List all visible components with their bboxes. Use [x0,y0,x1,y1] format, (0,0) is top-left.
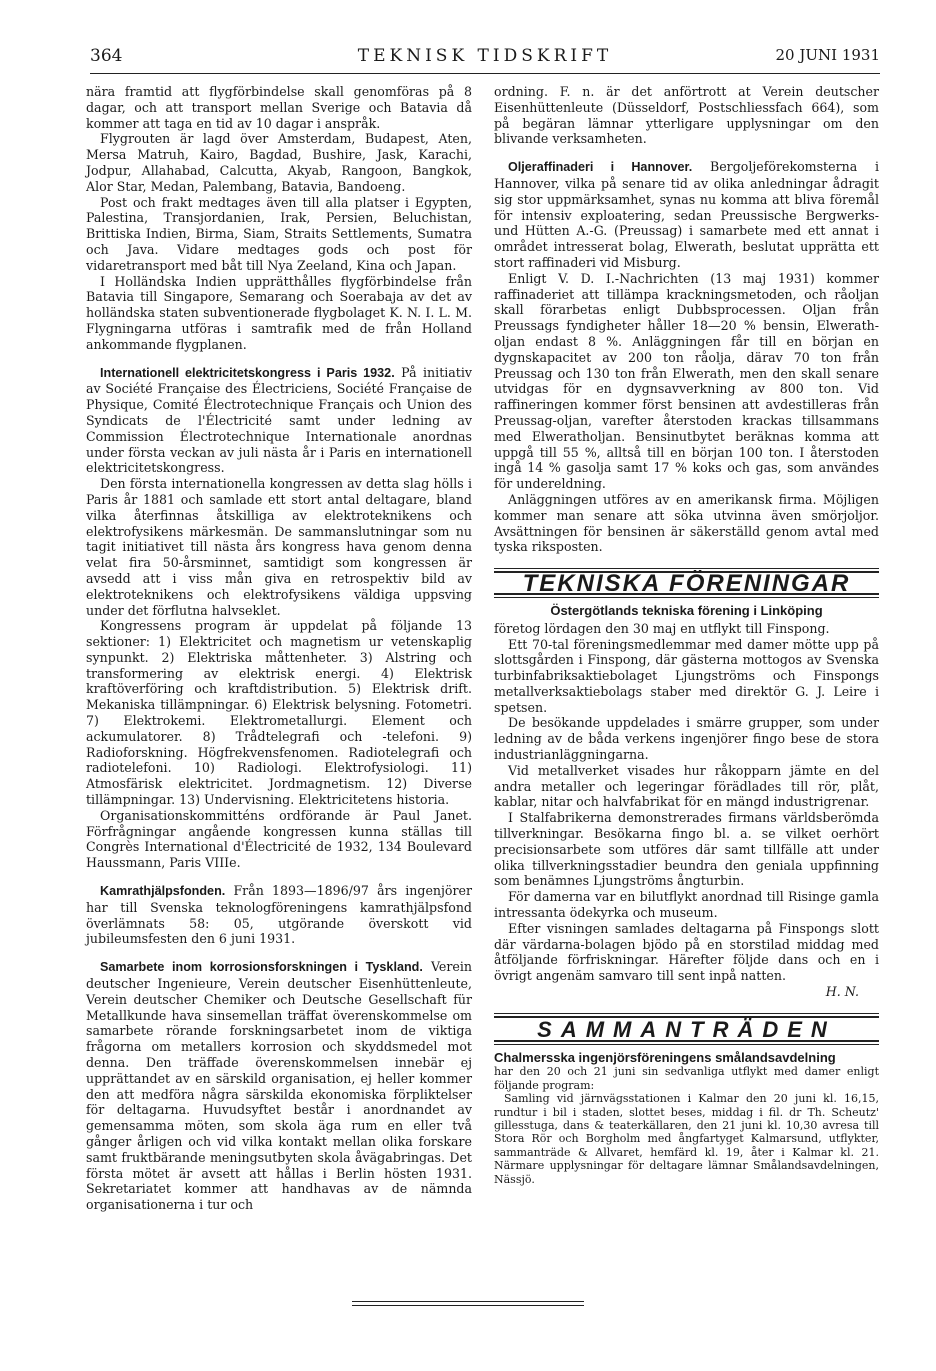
paragraph: Vid metallverket visades hur råkopparn jämte en del andra metaller och legeringar förädlades till rör, plåt, kablar, nitar och halvfabrikat för en mängd industrigrenar. [494,762,879,810]
article-kamrat [86,883,472,947]
notice-body [494,1065,879,1186]
issue-date: 20 JUNI 1931 [775,46,880,64]
footer-rule [352,1305,584,1306]
article-title: Internationell elektricitetskongress i Paris 1932. [100,365,395,380]
paragraph: Enligt V. D. I.-Nachrichten (13 maj 1931) kommer raffinaderiet att tillämpa krackningsmetoden, och råoljan skall förarbetas enligt Dubbsprocessen. Oljan från Preussags fyndigheter håller 18—20 % bensin, Elwerath-oljan endast 8 %. Anläggningen får till en början en dygnskapacitet av 200 ton råolja, därav 70 ton från Preussag och 130 ton från Elwerath, men den skall senare utvidgas för en dygnsavverkning av 800 ton. Vid raffineringen kommer först bensinen att avdestilleras från Preussag-oljan, varefter återstoden krackas tillsammans med Elweratholjan. Bensinutbytet beräknas komma att uppgå till 55 %, alltså till en början 100 ton. I återstoden ingå 14 % gasolja samt 17 % koks och gas, som användes för undereldning. [494,270,879,492]
paragraph: Bergoljeförekomsterna i Hannover, vilka på senare tid av olika anledningar ådragit sig stor uppmärksamhet, synas nu komma att bliva föremål för intensiv exploatering, sedan Preussische Bergwerks- und Hütten A.-G. (Preussag) i samarbete med ett annat i området intresserat bolag, Elwerath, beslutat upprätta ett stort raffinaderi vid Misburg. [494,159,879,270]
footer-rule [352,1301,584,1302]
paragraph: Från 1893—1896/97 års ingenjörer har till Svenska teknologföreningens kamrathjälpsfond överlämnats 58: 05, utgörande överskott vid jubileumsfesten den 6 juni 1931. [86,883,472,947]
paragraph: Den första internationella kongressen av detta slag hölls i Paris år 1881 och samlade ett stort antal deltagare, bland vilka återfinnas åtskilliga av elektroteknikens och elektrofysikens märkesmän. De sammanslutningar som nu tagit initiativet till nästa års kongress hava genom denna velat fira 50-årsminnet, samtidigt som kongressen är avsedd att i viss mån giva en retrospektiv bild av elektroteknikens och elektrofysikens väldiga uppsving under det förflutna halvseklet. [86,476,472,618]
paragraph: Verein deutscher Ingenieure, Verein deutscher Eisenhüttenleute, Verein deutscher Chemiker och Deutsche Gesellschaft für Metallkunde hava sinsemellan träffat överenskommelse om samarbete rörande forskningsarbetet inom de viktiga frågorna om metallers korrosion och skyddsmedel mot denna. Den träffade överenskommelsen innebär ej upprättandet av en särskild organisation, ej heller kommer den att medföra några särskilda ekonomiska förpliktelser för deltagarna. Huvudsyftet består i anordnandet av gemensamma möten, som skola äga rum en eller två gånger årligen och vid vilka kontakt mellan olika forskare samt fruktbärande meningsutbyten skola åvägabringas. Det första mötet är avsett att hållas i Berlin hösten 1931. Sekretariatet kommer att handhavas av de nämnda organisationerna i tur och [86,959,472,1213]
paragraph: Post och frakt medtages även till alla platser i Egypten, Palestina, Transjordanien, Irak, Persien, Beluchistan, Brittiska Indien, Birma, Siam, Straits Settlements, Sumatra och Java. Vidare medtages gods och post för vidaretransport med båt till Nya Zeeland, Kina och Japan. [86,194,472,273]
right-column [494,84,879,1186]
paragraph: På initiativ av Société Française des Électriciens, Société Française de Physique, Comité Électrotechnique Français och Union des Syndicats de l'Électricité samt under ledning av Commission Électrotechnique Internationale anordnas under första veckan av juli nästa år i Paris en internationell elektricitetskongress. [86,364,472,476]
left-column [86,84,472,1213]
paragraph: För damerna var en bilutflykt anordnad till Risinge gamla intressanta ödekyrka och museum. [494,889,879,921]
paragraph: Organisationskommitténs ordförande är Paul Janet. Förfrågningar angående kongressen kunna ställas till Congrès International d'Électricité de 1932, 134 Boulevard Haussmann, Paris VIIIe. [86,807,472,871]
paragraph: Ett 70-tal föreningsmedlemmar med damer mötte upp på slottsgården i Finspong, där gästerna mottogos av Svenska turbinfabriksaktiebolaget Ljungströms och Finspongs metallverksaktiebolags staber med direktör G. J. Leire i spetsen. [494,636,879,715]
paragraph: har den 20 och 21 juni sin sedvanliga utflykt med damer enligt följande program: [494,1065,879,1092]
paragraph: De besökande uppdelades i smärre grupper, som under ledning av de båda verkens ingenjörer fingo bese de stora industrianläggningarna. [494,715,879,763]
paragraph: Kongressens program är uppdelat på följande 13 sektioner: 1) Elektricitet och magnetism ur vetenskaplig synpunkt. 2) Elektriska måttenheter. 3) Alstring och transformering av elektrisk energi. 4) Elektrisk kraftöverföring och kraftdistribution. 5) Elektrisk drift. Mekaniska tillämpningar. 6) Elektrisk belysning. Fotometri. 7) Elektrokemi. Elektrometallurgi. Element och ackumulatorer. 8) Trådtelegrafi och -telefoni. 9) Radioforskning. Högfrekvensfenomen. Radiotelegrafi och radiotelefoni. 10) Radiologi. Elektrofysiologi. 11) Atmosfärisk elektricitet. Jordmagnetism. 12) Diverse tillämpningar. 13) Undervisning. Elektricitetens historia. [86,618,472,808]
section-banner-sammantraden: SAMMANTRÄDEN [494,1016,879,1042]
section-banner-foreningar: TEKNISKA FÖRENINGAR [494,571,879,595]
paragraph: I Stalfabrikerna demonstrerades firmans världsberömda tillverkningar. Besökarna fingo bl. a. se vilket oerhört precisionsarbete som utföres där samt tillfälle att under olika tillverkningsstadier beundra den geniala uppfinning som benämnes Ljungströms ångturbin. [494,810,879,889]
page-number: 364 [90,46,123,66]
header-rule [90,73,880,74]
page-header [90,44,880,74]
paragraph: företog lördagen den 30 maj en utflykt till Finspong. [494,620,830,636]
article-kongress [86,365,472,477]
journal-title: TEKNISK TIDSKRIFT [357,46,613,66]
article-samarbete [86,959,472,1213]
paragraph: Samling vid järnvägsstationen i Kalmar den 20 juni kl. 16,15, rundtur i bil i staden, slottet beses, middag i fil. dr Th. Scheutz' gillesstuga, dans & teaterkällaren, den 21 juni kl. 10,30 avresa till Stora Rör och Borgholm med ångfartyget Kalmarsund, utflykter, sammanträde & Allvaret, hemfärd kl. 19, åter i Kalmar kl. 21. Närmare upplysningar för deltagare lämnar Smålandsavdelningen, Nässjö. [494,1092,879,1186]
subheading: Chalmersska ingenjörsföreningens smålandsavdelning [494,1049,836,1065]
article-olje [494,159,879,271]
paragraph: nära framtid att flygförbindelse skall genomföras på 8 dagar, och att transport mellan Sverige och Batavia då kommer att taga en tid av 10 dagar i anspråk. [86,84,472,131]
article-title: Oljeraffinaderi i Hannover. [508,160,693,175]
paragraph: Anläggningen utföres av en amerikansk firma. Möjligen kommer man senare att söka utvinna även smörjoljor. Avsättningen för bensinen är säkerställd genom avtal med tyska riksposten. [494,491,879,555]
article-title: Kamrathjälpsfonden. [100,884,226,899]
signature: H. N. [825,984,859,1000]
subheading: Östergötlands tekniska förening i Linköping [550,602,823,618]
paragraph: I Holländska Indien upprätthålles flygförbindelse från Batavia till Singapore, Semarang och Soerabaja av det av holländska staten subventionerade flygbolaget K. N. I. L. M. Flygningarna utföras i samtrafik med de från Holland ankommande flygplanen. [86,273,472,352]
paragraph: Flygrouten är lagd över Amsterdam, Budapest, Aten, Mersa Matruh, Kairo, Bagdad, Bushire, Jask, Karachi, Jodpur, Allahabad, Calcutta, Akyab, Rangoon, Bangkok, Alor Star, Medan, Palembang, Batavia, Bandoeng. [86,131,472,194]
paragraph: ordning. F. n. är det anförtrott at Verein deutscher Eisenhüttenleute (Düsseldorf, Postschliessfach 664), som på begäran lämnar ytterligare upplysningar om den blivande verksamheten. [494,84,879,147]
paragraph: Efter visningen samlades deltagarna på Finspongs slott där värdarna-bolagen bjödo på en storstilad middag med åtföljande förfriskningar. Härefter följde dans och en i övrigt angenäm samvaro till sent inpå natten. [494,920,879,984]
article-title: Samarbete inom korrosionsforskningen i Tyskland. [100,960,423,975]
